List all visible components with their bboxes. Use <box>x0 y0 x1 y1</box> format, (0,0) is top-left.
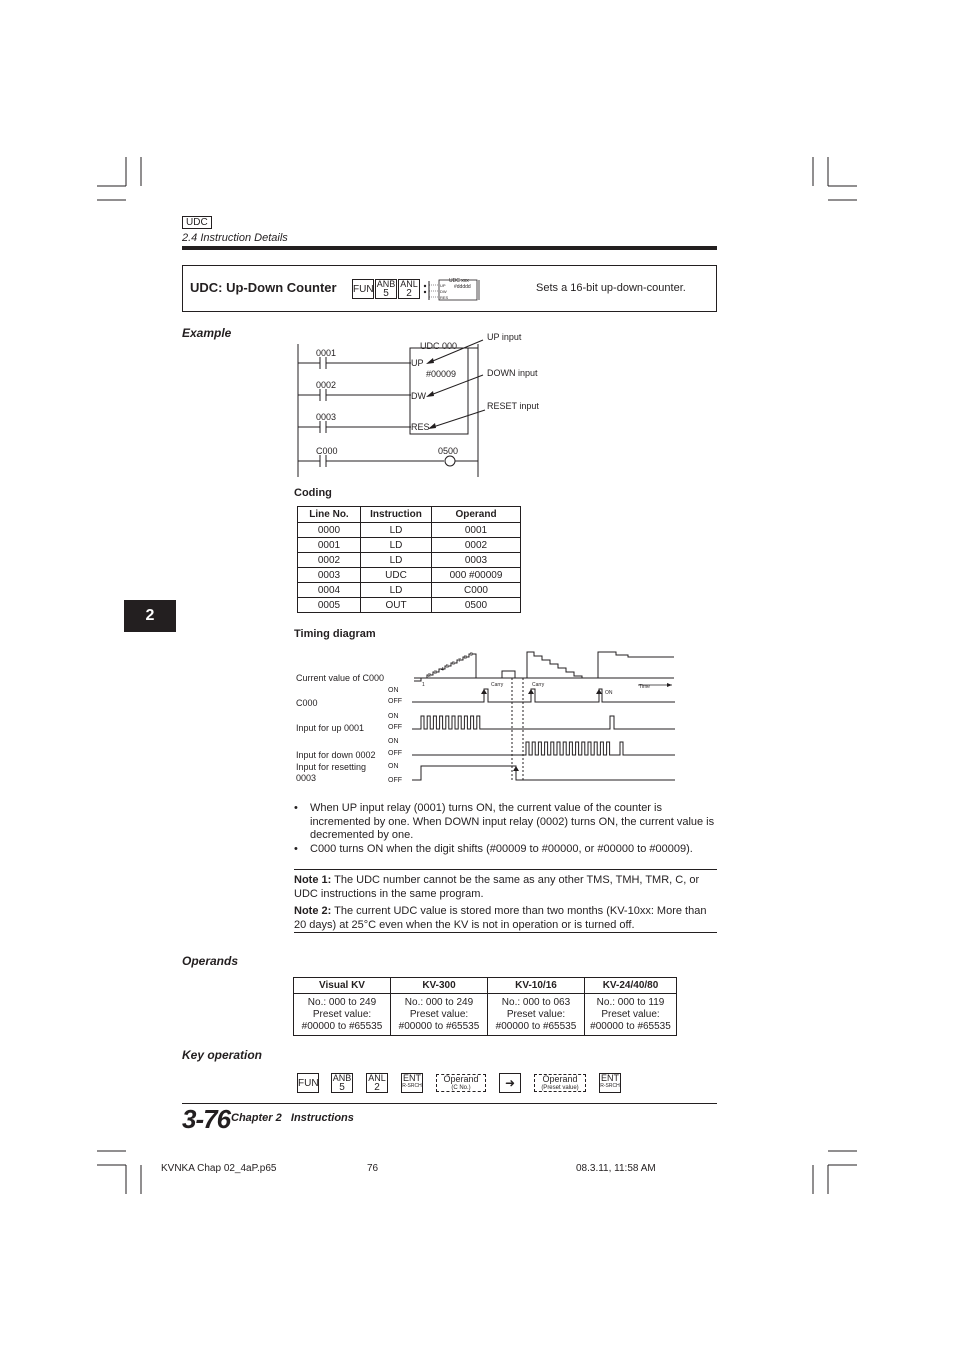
file-date: 08.3.11, 11:58 AM <box>576 1163 656 1174</box>
bullet-dot: • <box>294 802 298 814</box>
svg-text:0002: 0002 <box>316 380 337 390</box>
chapter-tab: 2 <box>124 600 176 632</box>
notes-top-rule <box>294 869 717 870</box>
up-pulse-train <box>412 716 675 729</box>
svg-text:3: 3 <box>434 670 437 676</box>
svg-text:2: 2 <box>428 673 431 679</box>
ent-key: ENT R-SRCH <box>599 1073 621 1093</box>
svg-text:8: 8 <box>464 655 467 661</box>
coding-header: Operand <box>432 507 521 523</box>
coding-header: Line No. <box>298 507 361 523</box>
page-number: 3-76 <box>182 1104 231 1134</box>
arrow-key: ➜ <box>499 1073 521 1093</box>
svg-text:#ddddd: #ddddd <box>454 284 471 290</box>
operands-header: KV-24/40/80 <box>585 978 677 994</box>
instruction-title: UDC: Up-Down Counter <box>190 280 337 295</box>
section-title: 2.4 Instruction Details <box>182 232 288 244</box>
svg-text:OFF: OFF <box>388 724 402 731</box>
svg-text:4: 4 <box>441 667 444 673</box>
operands-header: KV-300 <box>391 978 488 994</box>
table-row: 0001 LD 0002 <box>298 538 521 553</box>
svg-text:ON: ON <box>388 687 399 694</box>
file-name: KVNKA Chap 02_4aP.p65 <box>161 1163 277 1174</box>
example-heading: Example <box>182 326 232 340</box>
svg-text:0001: 0001 <box>316 348 337 358</box>
svg-text:OFF: OFF <box>388 698 402 705</box>
svg-text:DW: DW <box>440 289 447 294</box>
anl-key: ANL 2 <box>398 279 420 299</box>
svg-text:DOWN input: DOWN input <box>487 368 538 378</box>
coding-table <box>297 506 521 613</box>
svg-text:6: 6 <box>452 661 455 667</box>
ent-key: ENT R-SRCH <box>401 1073 423 1093</box>
svg-text:RES: RES <box>411 422 430 432</box>
udc-symbol <box>420 275 485 303</box>
svg-text:Input for down 0002: Input for down 0002 <box>296 750 376 760</box>
bullet-dot: • <box>294 843 298 855</box>
anl-key: ANL 2 <box>366 1073 388 1093</box>
fun-key: FUN <box>297 1073 319 1093</box>
svg-text:7: 7 <box>458 658 461 664</box>
svg-text:Input for resetting: Input for resetting <box>296 762 367 772</box>
operand-preset-box: Operand (Preset value) <box>534 1074 586 1092</box>
note-1: Note 1: The UDC number cannot be the same as any other TMS, TMH, TMR, C, or UDC instructions in the same program. <box>294 874 700 900</box>
svg-text:UP input: UP input <box>487 332 522 342</box>
notes-bottom-rule <box>294 932 717 933</box>
svg-text:0003: 0003 <box>296 773 317 783</box>
table-row: 0004 LD C000 <box>298 583 521 598</box>
svg-text:ON: ON <box>388 713 399 720</box>
instruction-description: Sets a 16-bit up-down-counter. <box>536 282 686 294</box>
operand-cno-box: Operand (C No.) <box>436 1074 486 1092</box>
svg-text:C000: C000 <box>316 446 338 456</box>
operands-header: Visual KV <box>294 978 391 994</box>
table-row: 0003 UDC 000 #00009 <box>298 568 521 583</box>
svg-text:Time: Time <box>639 684 650 690</box>
svg-text:#00009: #00009 <box>426 369 457 379</box>
table-row: 0005 OUT 0500 <box>298 598 521 613</box>
coding-heading: Coding <box>294 487 332 499</box>
svg-text:UP: UP <box>411 358 424 368</box>
note-2: Note 2: The current UDC value is stored more than two months (KV-10xx: More than 20 days) at 25°C even when the KV is not in operation or is turned off. <box>294 905 707 931</box>
svg-text:ON: ON <box>605 690 613 696</box>
svg-text:C000: C000 <box>296 698 318 708</box>
header-rule <box>182 246 717 250</box>
svg-text:UP: UP <box>440 283 446 288</box>
ladder-diagram <box>290 330 570 480</box>
timing-diagram <box>290 645 685 790</box>
svg-text:Carry: Carry <box>491 682 504 688</box>
chapter-label: Chapter 2 Instructions <box>231 1112 354 1124</box>
svg-text:RES: RES <box>440 295 449 300</box>
svg-text:OFF: OFF <box>388 750 402 757</box>
svg-text:OFF: OFF <box>388 777 402 784</box>
bullet-text: C000 turns ON when the digit shifts (#00009 to #00000, or #00000 to #00009). <box>310 843 693 855</box>
svg-text:ON: ON <box>388 738 399 745</box>
coding-header: Instruction <box>361 507 432 523</box>
table-row: 0002 LD 0003 <box>298 553 521 568</box>
svg-text:UDC xxx: UDC xxx <box>449 278 469 284</box>
svg-text:DW: DW <box>411 391 426 401</box>
table-row: 0000 LD 0001 <box>298 523 521 538</box>
svg-text:ON: ON <box>388 763 399 770</box>
anb-key: ANB 5 <box>376 279 396 299</box>
down-pulse-train <box>412 742 675 755</box>
header-tag: UDC <box>182 216 212 229</box>
svg-text:0500: 0500 <box>438 446 459 456</box>
anb-key: ANB 5 <box>332 1073 352 1093</box>
operands-heading: Operands <box>182 954 239 968</box>
operands-table <box>293 977 677 1036</box>
svg-text:9: 9 <box>470 652 473 658</box>
key-operation-heading: Key operation <box>182 1048 263 1062</box>
operands-header: KV-10/16 <box>488 978 585 994</box>
file-page-number: 76 <box>367 1163 379 1174</box>
svg-text:RESET input: RESET input <box>487 401 539 411</box>
svg-text:Current value of C000: Current value of C000 <box>296 673 385 683</box>
table-row: No.: 000 to 249 Preset value: #00000 to #65535 No.: 000 to 249 Preset value: #00000 to #65535 No.: 000 to 063 Preset value: #00000 to #65535 No.: 000 to 119 Preset value: #00000 to #65535 <box>294 994 677 1036</box>
fun-key: FUN <box>352 279 374 299</box>
bullet-text: When UP input relay (0001) turns ON, the current value of the counter is incremented by one. When DOWN input relay (0002) turns ON, the current value is decremented by one. <box>310 802 715 841</box>
svg-text:Carry: Carry <box>532 682 545 688</box>
svg-text:5: 5 <box>446 664 449 670</box>
svg-text:1: 1 <box>422 682 425 688</box>
timing-heading: Timing diagram <box>294 628 376 640</box>
svg-text:UDC 000: UDC 000 <box>420 341 458 351</box>
svg-text:Input for up 0001: Input for up 0001 <box>296 723 365 733</box>
svg-text:0003: 0003 <box>316 412 337 422</box>
footer-rule <box>182 1103 717 1104</box>
